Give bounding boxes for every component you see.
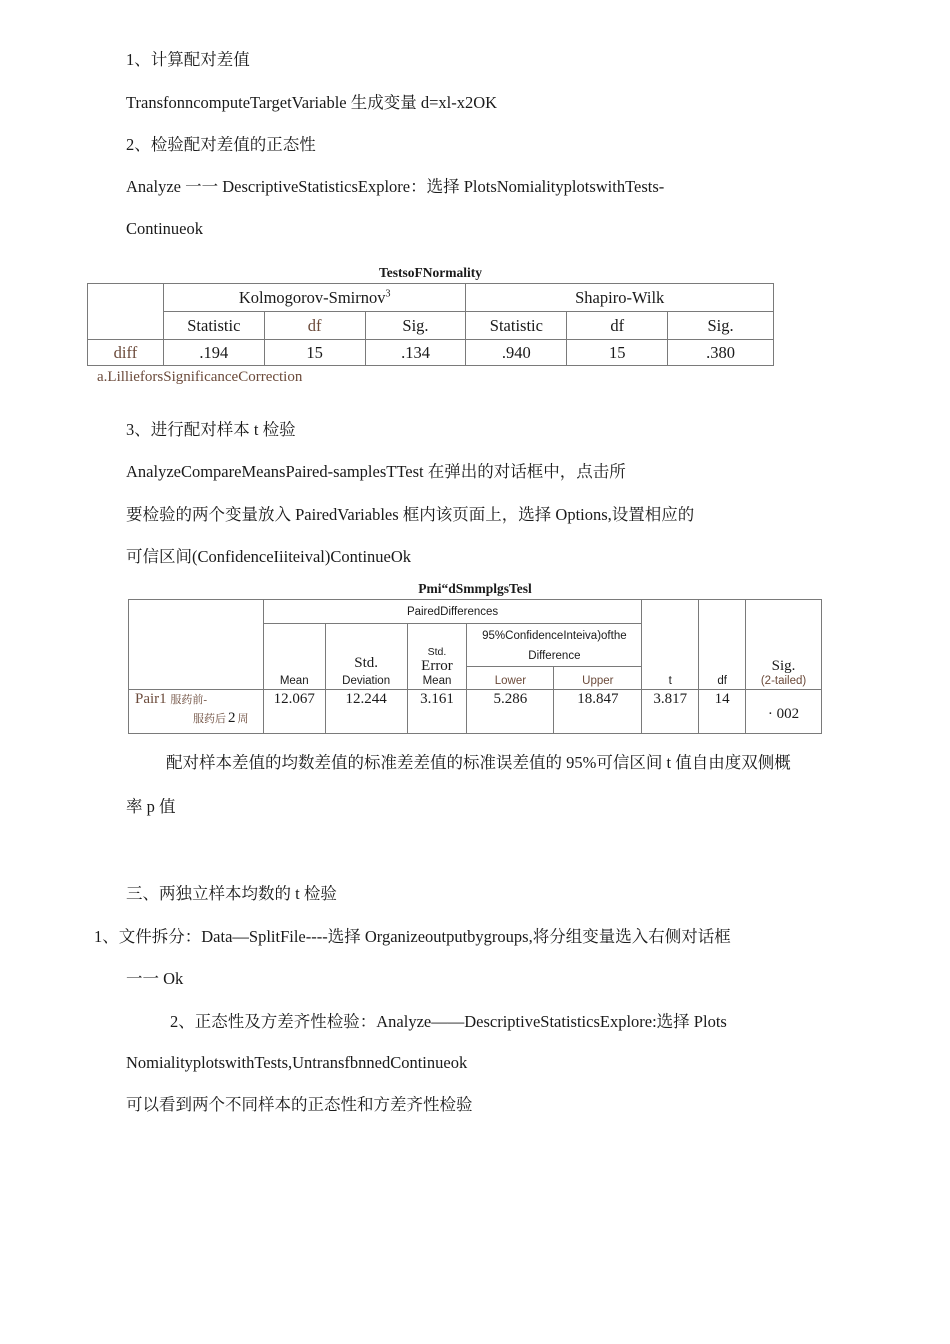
normality-table <box>87 283 774 366</box>
explanation-text: 配对样本差值的均数差值的标准差差值的标准误差值的 95%可信区间 t 值自由度双侧概 <box>166 753 791 772</box>
col-std-deviation <box>325 624 407 690</box>
paired-differences-header: PairedDifferences <box>263 600 642 624</box>
cell: 5.286 <box>467 690 554 734</box>
ci-label-2: Difference <box>528 650 581 662</box>
error-label: Error <box>421 658 453 674</box>
std-label: Std. <box>354 655 378 671</box>
ks-header: Kolmogorov-Smirnov$^3$ <box>163 284 466 312</box>
col-df: df <box>264 312 365 340</box>
paired-table <box>128 599 822 734</box>
cell: .194 <box>163 340 264 366</box>
col-df: df <box>567 312 668 340</box>
normality-title: TestsoFNormality <box>379 265 482 280</box>
cell: 15 <box>567 340 668 366</box>
step-2-heading: 2、检验配对差值的正态性 <box>126 135 316 154</box>
step-1-heading: 1、计算配对差值 <box>126 50 250 69</box>
cell: 3.161 <box>407 690 467 734</box>
corner-cell <box>88 284 164 340</box>
cell: .940 <box>466 340 567 366</box>
cell: · 002 <box>746 690 822 734</box>
deviation-label: Deviation <box>342 675 391 687</box>
sig-label: Sig. <box>771 658 796 674</box>
conclusion-text: 可以看到两个不同样本的正态性和方差齐性检验 <box>126 1095 473 1114</box>
col-statistic: Statistic <box>163 312 264 340</box>
step-3-text-cont: 要检验的两个变量放入 PairedVariables 框内该页面上，选择 Options,设置相应的 <box>126 505 695 524</box>
ci-header <box>467 624 642 667</box>
col-lower: Lower <box>467 667 554 690</box>
explanation-text-cont: 率 p 值 <box>126 797 176 816</box>
mean-label: Mean <box>422 675 452 687</box>
pair-label: Pair1 <box>135 691 167 707</box>
pair-label-cell <box>129 690 264 734</box>
section-heading: 三、两独立样本均数的 t 检验 <box>126 884 337 903</box>
std-label: Std. <box>427 646 447 658</box>
col-sig <box>746 600 822 690</box>
sw-header: Shapiro-Wilk <box>466 284 774 312</box>
cell: 18.847 <box>554 690 642 734</box>
step-normality-text: 2、正态性及方差齐性检验：Analyze——DescriptiveStatisticsExplore:选择 Plots <box>170 1012 727 1031</box>
cell: 12.067 <box>263 690 325 734</box>
step-3-text-cont2: 可信区间(ConfidenceIiiteival)ContinueOk <box>126 547 412 566</box>
cell: 12.244 <box>325 690 407 734</box>
ci-label: 95%ConfidenceInteiva)ofthe <box>482 630 627 642</box>
paired-title: Pmi“dSmmplgsTesl <box>418 581 532 596</box>
pair-var-2: 服药后 <box>193 713 226 725</box>
cell: 3.817 <box>642 690 699 734</box>
cell: .134 <box>365 340 466 366</box>
sig-tail-label: (2-tailed) <box>760 675 807 687</box>
col-t: t <box>642 600 699 690</box>
table-row <box>129 690 822 734</box>
cell: 14 <box>699 690 746 734</box>
row-label: diff <box>88 340 164 366</box>
col-sig: Sig. <box>365 312 466 340</box>
step-1-text: TransfonncomputeTargetVariable 生成变量 d=xl-x2OK <box>126 93 498 112</box>
step-2-text: Analyze 一一 DescriptiveStatisticsExplore：选择 PlotsNomialityplotswithTests- <box>126 177 665 196</box>
col-statistic: Statistic <box>466 312 567 340</box>
col-std-error-mean <box>407 624 467 690</box>
corner-cell <box>129 600 264 690</box>
table-footnote: a.LillieforsSignificanceCorrection <box>97 369 303 385</box>
step-normality-text-cont: NomialityplotswithTests,UntransfbnnedContinueok <box>126 1053 468 1072</box>
table-row <box>88 340 774 366</box>
step-3-text: AnalyzeCompareMeansPaired-samplesTTest 在弹出的对话框中，点击所 <box>126 462 626 481</box>
col-sig: Sig. <box>668 312 774 340</box>
step-3-heading: 3、进行配对样本 t 检验 <box>126 420 296 439</box>
col-upper: Upper <box>554 667 642 690</box>
step-split-text-cont: 一一 Ok <box>126 969 184 988</box>
step-2-text-cont: Continueok <box>126 219 203 238</box>
pair-var-1: 服药前- <box>170 694 208 706</box>
pair-var-2-unit: 周 <box>237 713 249 725</box>
cell: 15 <box>264 340 365 366</box>
pair-var-2-number: 2 <box>228 710 236 726</box>
col-mean: Mean <box>263 624 325 690</box>
col-df: df <box>699 600 746 690</box>
step-split-text: 1、文件拆分：Data—SplitFile----选择 Organizeoutputbygroups,将分组变量选入右侧对话框 <box>94 927 731 946</box>
cell: .380 <box>668 340 774 366</box>
